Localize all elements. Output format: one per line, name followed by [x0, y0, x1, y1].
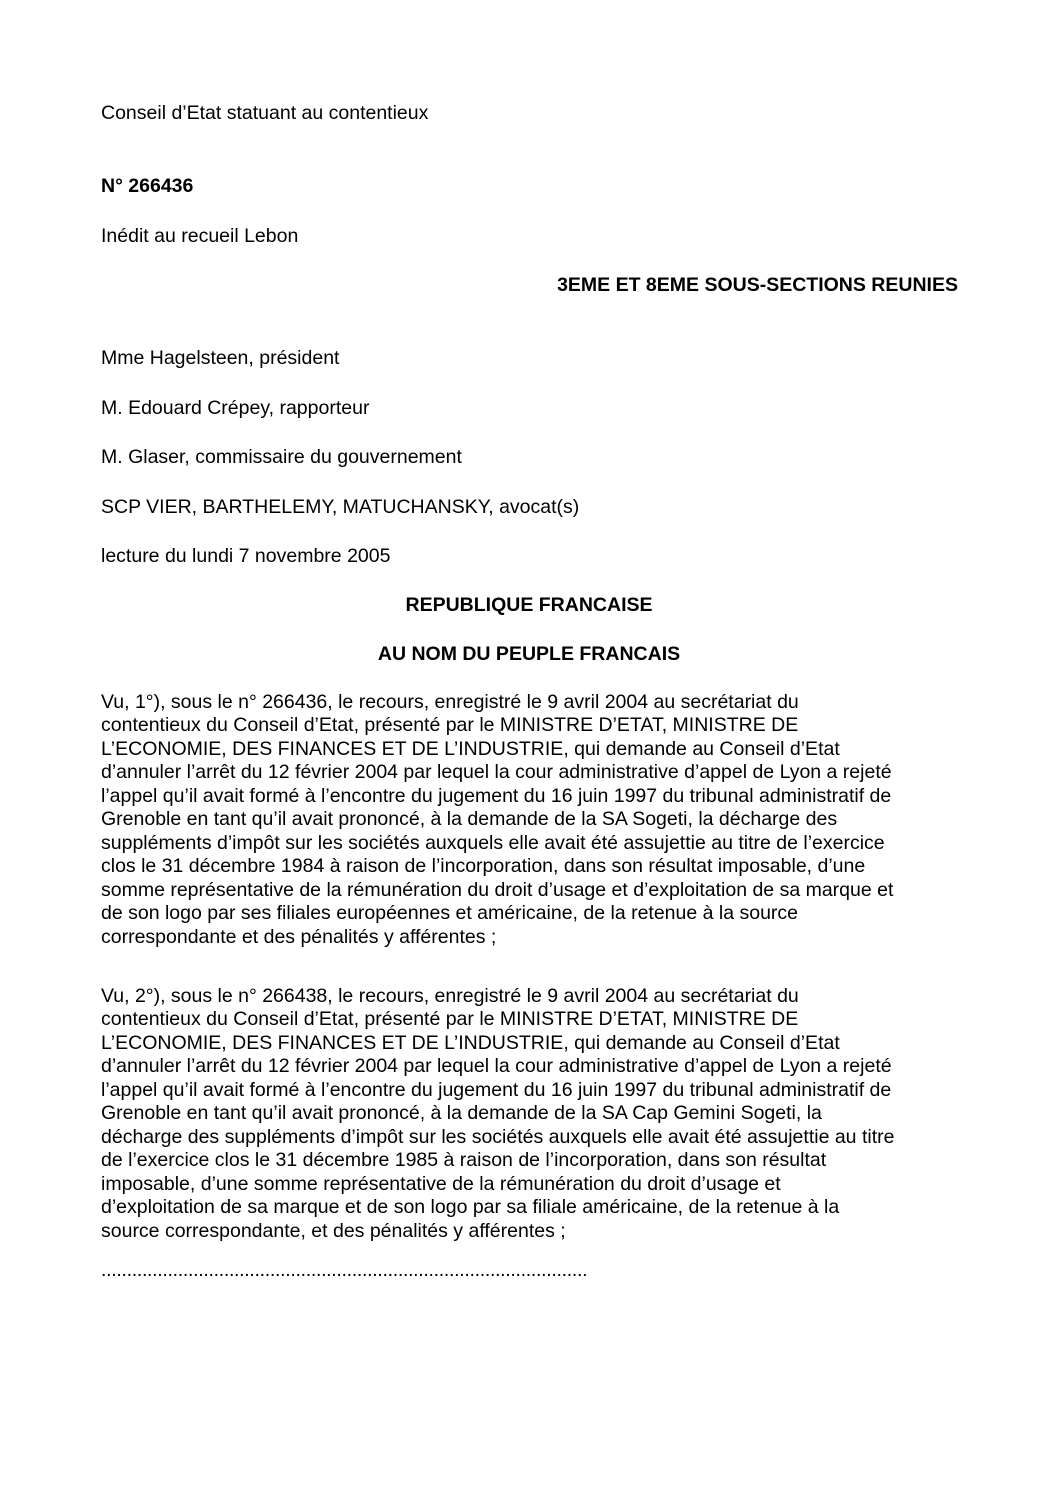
- publication-status: Inédit au recueil Lebon: [101, 225, 299, 247]
- paragraph-line: somme représentative de la rémunération du droit d’usage et d’exploitation de sa marque et: [101, 878, 894, 901]
- paragraph-line: contentieux du Conseil d’Etat, présenté par le MINISTRE D’ETAT, MINISTRE DE: [101, 1008, 799, 1031]
- paragraph-line: l’appel qu’il avait formé à l’encontre du jugement du 16 juin 1997 du tribunal administratif de: [101, 1078, 892, 1101]
- paragraph-line: Vu, 2°), sous le n° 266438, le recours, enregistré le 9 avril 2004 au secrétariat du: [101, 985, 799, 1007]
- paragraph-line: L’ECONOMIE, DES FINANCES ET DE L’INDUSTRIE, qui demande au Conseil d’Etat: [101, 1031, 840, 1054]
- paragraph-line: L’ECONOMIE, DES FINANCES ET DE L’INDUSTRIE, qui demande au Conseil d’Etat: [101, 737, 840, 760]
- paragraph-line: contentieux du Conseil d’Etat, présenté par le MINISTRE D’ETAT, MINISTRE DE: [101, 714, 799, 737]
- reading-date: lecture du lundi 7 novembre 2005: [101, 545, 391, 567]
- paragraph-line: de l’exercice clos le 31 décembre 1985 à raison de l’incorporation, dans son résultat: [101, 1149, 827, 1172]
- paragraph-vu-2: [101, 985, 971, 1243]
- ellipsis-separator: ...............................................................................................: [101, 1259, 588, 1281]
- heading-republique: REPUBLIQUE FRANCAISE: [405, 594, 653, 616]
- participant-president: Mme Hagelsteen, président: [101, 347, 340, 369]
- paragraph-line: Grenoble en tant qu’il avait prononcé, à la demande de la SA Sogeti, la décharge des: [101, 808, 838, 831]
- paragraph-line: imposable, d’une somme représentative de la rémunération du droit d’usage et: [101, 1172, 781, 1195]
- paragraph-line: correspondante et des pénalités y afférentes ;: [101, 925, 497, 948]
- paragraph-line: de son logo par ses filiales européennes et américaine, de la retenue à la source: [101, 902, 799, 925]
- paragraph-line: décharge des suppléments d’impôt sur les sociétés auxquels elle avait été assujettie au titre: [101, 1125, 895, 1148]
- participant-avocats: SCP VIER, BARTHELEMY, MATUCHANSKY, avocat(s): [101, 496, 580, 518]
- paragraph-line: source correspondante, et des pénalités y afférentes ;: [101, 1219, 566, 1242]
- paragraph-line: d’exploitation de sa marque et de son logo par sa filiale américaine, de la retenue à la: [101, 1196, 840, 1219]
- heading-peuple: AU NOM DU PEUPLE FRANCAIS: [377, 643, 681, 665]
- chamber-heading: 3EME ET 8EME SOUS-SECTIONS REUNIES: [557, 274, 958, 296]
- paragraph-line: suppléments d’impôt sur les sociétés auxquels elle avait été assujettie au titre de l’exercice: [101, 831, 885, 854]
- court-name: Conseil d’Etat statuant au contentieux: [101, 102, 429, 124]
- paragraph-line: l’appel qu’il avait formé à l’encontre du jugement du 16 juin 1997 du tribunal administratif de: [101, 784, 892, 807]
- paragraph-line: d’annuler l’arrêt du 12 février 2004 par lequel la cour administrative d’appel de Lyon a rejeté: [101, 1055, 892, 1078]
- case-number: N° 266436: [101, 175, 194, 197]
- paragraph-line: clos le 31 décembre 1984 à raison de l’incorporation, dans son résultat imposable, d’une: [101, 855, 866, 878]
- paragraph-line: d’annuler l’arrêt du 12 février 2004 par lequel la cour administrative d’appel de Lyon a rejeté: [101, 761, 892, 784]
- paragraph-line: Grenoble en tant qu’il avait prononcé, à la demande de la SA Cap Gemini Sogeti, la: [101, 1102, 822, 1125]
- paragraph-line: Vu, 1°), sous le n° 266436, le recours, enregistré le 9 avril 2004 au secrétariat du: [101, 691, 799, 713]
- participant-commissaire: M. Glaser, commissaire du gouvernement: [101, 446, 462, 468]
- paragraph-vu-1: [101, 691, 971, 949]
- participant-rapporteur: M. Edouard Crépey, rapporteur: [101, 397, 370, 419]
